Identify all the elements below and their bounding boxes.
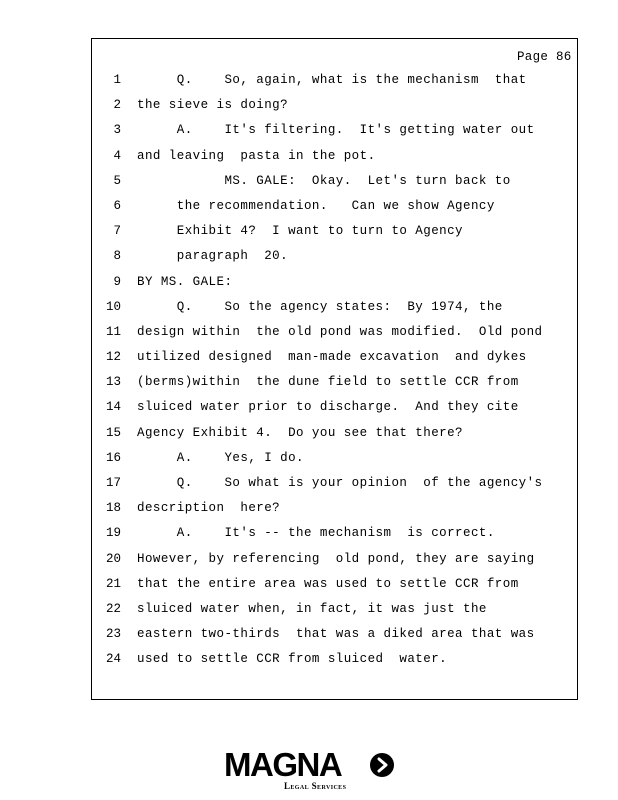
transcript-line <box>0 399 618 424</box>
transcript-line <box>0 651 618 676</box>
line-number: 5 <box>113 173 121 188</box>
line-text: Q. So what is your opinion of the agency's <box>137 476 543 490</box>
line-text: Agency Exhibit 4. Do you see that there? <box>137 425 463 440</box>
line-text: sluiced water when, in fact, it was just the <box>137 601 487 616</box>
line-number: 17 <box>105 476 121 490</box>
transcript-line <box>0 626 618 651</box>
line-text: A. It's -- the mechanism is correct. <box>137 526 495 541</box>
line-text: A. Yes, I do. <box>137 450 304 465</box>
transcript-line <box>0 173 618 198</box>
line-text: description here? <box>137 501 281 516</box>
line-number: 4 <box>113 148 121 163</box>
transcript-line <box>0 576 618 601</box>
line-text: design within the old pond was modified. Old pond <box>137 324 543 339</box>
transcript-line <box>0 551 618 576</box>
page-number: Page 86 <box>517 50 572 64</box>
line-number: 13 <box>105 375 121 390</box>
line-text: that the entire area was used to settle CCR from <box>137 576 519 591</box>
line-text: used to settle CCR from sluiced water. <box>137 652 448 667</box>
line-number: 23 <box>105 627 121 642</box>
transcript-line <box>0 148 618 173</box>
line-text: the recommendation. Can we show Agency <box>137 198 495 213</box>
transcript-line <box>0 349 618 374</box>
transcript-line <box>0 601 618 626</box>
line-text: A. It's filtering. It's getting water out <box>137 123 535 138</box>
transcript-line <box>0 198 618 223</box>
transcript-line <box>0 274 618 299</box>
line-number: 7 <box>113 224 121 239</box>
transcript-line <box>0 248 618 273</box>
line-text: eastern two-thirds that was a diked area that was <box>137 627 535 642</box>
line-number: 6 <box>113 198 121 213</box>
line-number: 20 <box>105 551 121 566</box>
line-number: 9 <box>113 274 121 289</box>
line-text: (berms)within the dune field to settle CCR from <box>137 375 519 390</box>
line-number: 22 <box>105 601 121 616</box>
line-text: Q. So the agency states: By 1974, the <box>137 299 503 314</box>
line-number: 21 <box>105 576 121 591</box>
transcript-line <box>0 425 618 450</box>
transcript-line <box>0 500 618 525</box>
line-number: 11 <box>105 324 121 339</box>
line-number: 1 <box>113 73 121 87</box>
line-text: paragraph 20. <box>137 249 289 264</box>
line-number: 16 <box>105 450 121 465</box>
line-number: 24 <box>105 652 121 667</box>
logo-wordmark: MAGNA <box>224 746 342 783</box>
line-text: MS. GALE: Okay. Let's turn back to <box>137 173 511 188</box>
line-number: 19 <box>105 526 121 541</box>
transcript-line <box>0 450 618 475</box>
transcript-lines <box>0 72 618 677</box>
line-text: BY MS. GALE: <box>137 274 233 289</box>
line-text: However, by referencing old pond, they are saying <box>137 551 535 566</box>
transcript-line <box>0 475 618 500</box>
transcript-line <box>0 299 618 324</box>
transcript-line <box>0 122 618 147</box>
line-number: 14 <box>105 400 121 415</box>
transcript-line <box>0 324 618 349</box>
magna-logo <box>224 748 394 792</box>
transcript-line <box>0 374 618 399</box>
transcript-line <box>0 97 618 122</box>
transcript-line <box>0 223 618 248</box>
line-text: utilized designed man-made excavation and dykes <box>137 350 527 365</box>
line-number: 2 <box>113 98 121 113</box>
transcript-line <box>0 72 618 97</box>
transcript-line <box>0 525 618 550</box>
line-text: sluiced water prior to discharge. And they cite <box>137 400 519 415</box>
line-text: and leaving pasta in the pot. <box>137 148 376 163</box>
line-number: 3 <box>113 123 121 138</box>
line-number: 12 <box>105 350 121 365</box>
line-number: 8 <box>113 249 121 264</box>
line-text: Exhibit 4? I want to turn to Agency <box>137 224 463 239</box>
line-number: 10 <box>105 299 121 314</box>
logo-tagline: Legal Services <box>284 781 347 791</box>
line-text: the sieve is doing? <box>137 98 289 113</box>
line-number: 15 <box>105 425 121 440</box>
arrow-circle-icon <box>370 753 394 777</box>
line-text: Q. So, again, what is the mechanism that <box>137 73 527 87</box>
line-number: 18 <box>105 501 121 516</box>
